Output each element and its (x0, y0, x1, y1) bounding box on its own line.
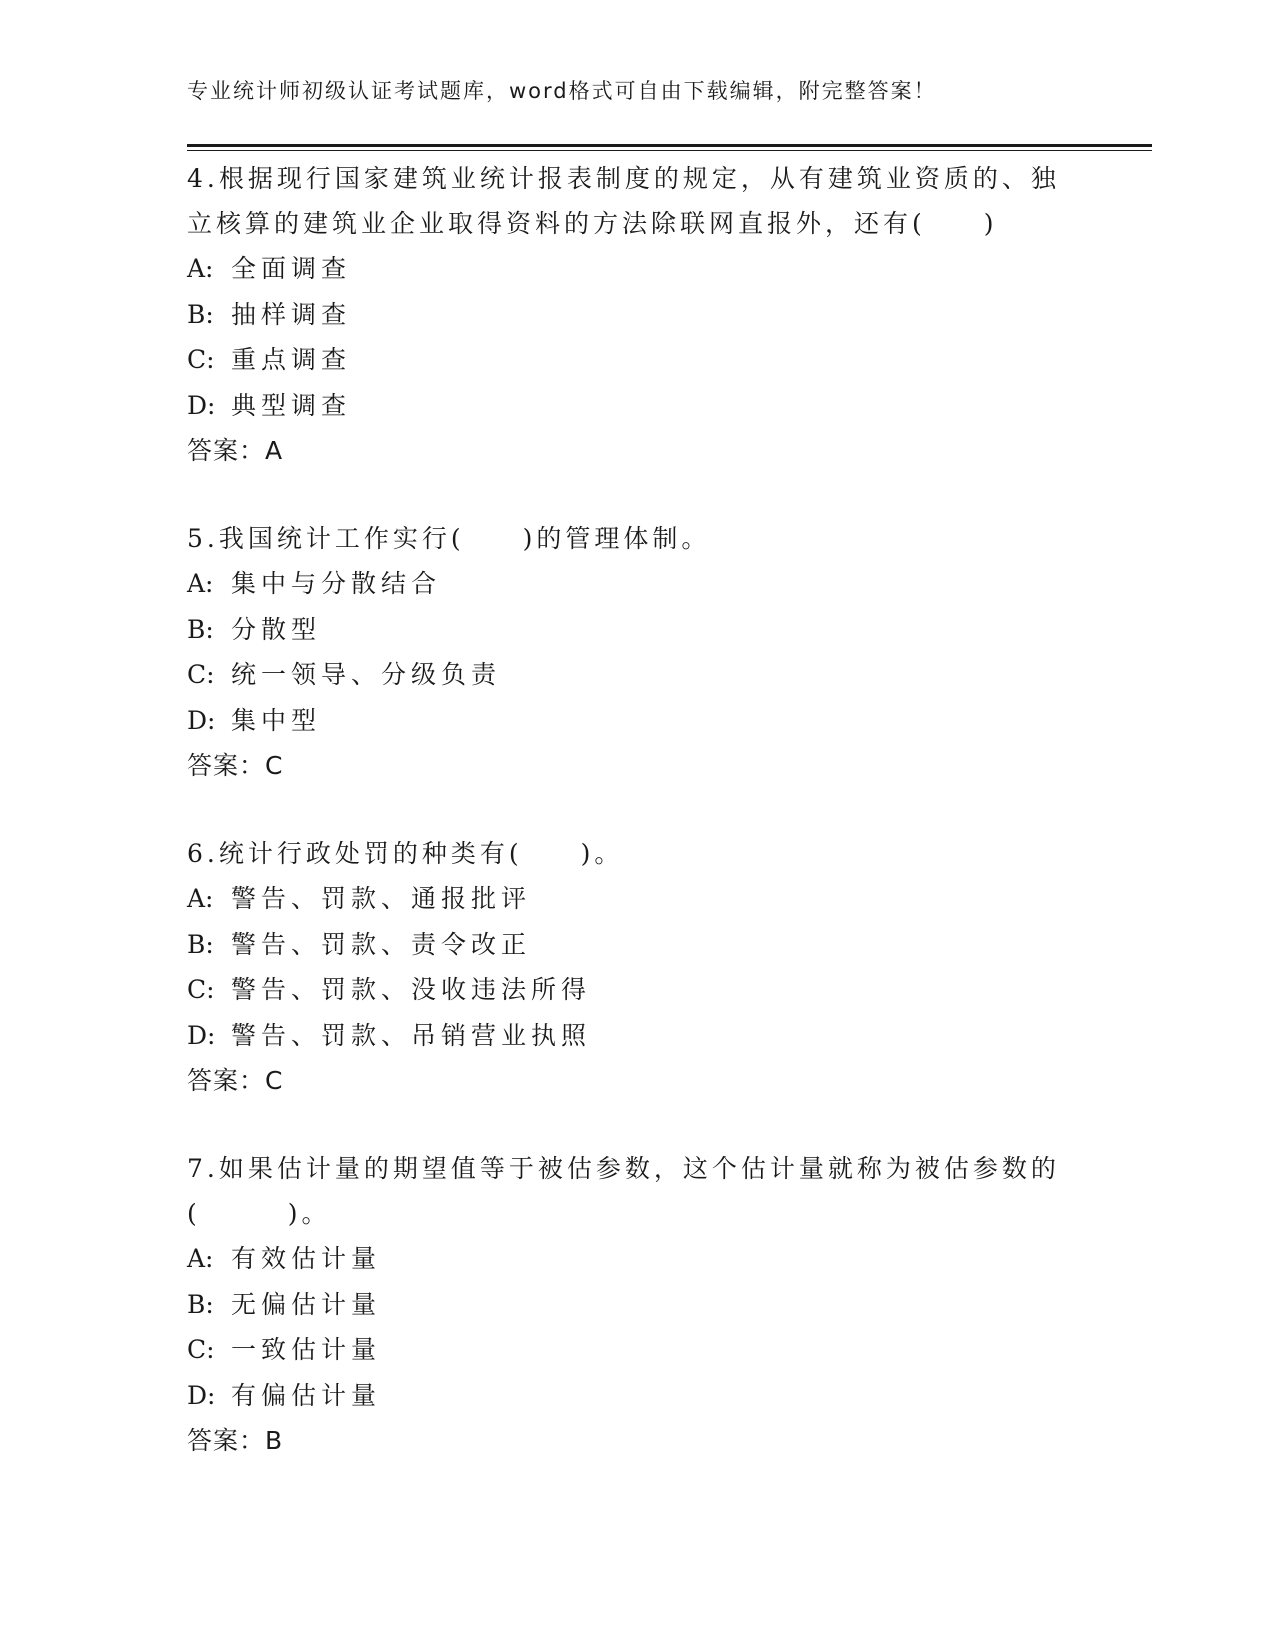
option-a (187, 246, 1087, 292)
option-text: 分散型 (231, 614, 322, 644)
option-c (187, 337, 1087, 383)
option-text: 警告、罚款、通报批评 (231, 884, 532, 913)
option-text: 有效估计量 (231, 1244, 382, 1273)
option-label: A: (187, 884, 214, 913)
question-5 (187, 516, 1087, 789)
question-6 (187, 831, 1087, 1104)
option-a (187, 876, 1087, 922)
option-text: 警告、罚款、吊销营业执照 (231, 1020, 592, 1050)
option-label: B: (187, 299, 214, 329)
option-label: D: (187, 705, 216, 735)
option-label: C: (187, 660, 215, 689)
option-text: 全面调查 (231, 254, 352, 283)
option-label: C: (187, 345, 215, 374)
option-c (187, 652, 1087, 698)
answer-text: 答案：C (187, 1066, 284, 1095)
answer-text: 答案：B (187, 1426, 284, 1455)
option-label: D: (187, 1380, 216, 1410)
question-7 (187, 1146, 1087, 1464)
option-d (187, 1013, 1087, 1059)
option-label: D: (187, 390, 216, 420)
option-text: 警告、罚款、没收违法所得 (231, 975, 592, 1004)
option-text: 无偏估计量 (231, 1289, 382, 1319)
question-text: 5.我国统计工作实行( )的管理体制。 (187, 524, 711, 553)
option-c (187, 1327, 1087, 1373)
question-text: 6.统计行政处罚的种类有( )。 (187, 839, 624, 868)
option-d (187, 698, 1087, 744)
option-b (187, 607, 1087, 653)
option-label: A: (187, 1244, 214, 1273)
option-text: 重点调查 (231, 345, 352, 374)
question-4 (187, 156, 1087, 474)
option-b (187, 922, 1087, 968)
option-label: C: (187, 975, 215, 1004)
option-label: A: (187, 254, 214, 283)
question-text: 4.根据现行国家建筑业统计报表制度的规定，从有建筑业资质的、独立核算的建筑业企业取得资料的方法除联网直报外，还有( ) (187, 164, 1060, 238)
option-b (187, 292, 1087, 338)
question-list (187, 156, 1087, 1506)
option-text: 抽样调查 (231, 299, 352, 329)
option-text: 统一领导、分级负责 (231, 660, 502, 689)
option-text: 有偏估计量 (231, 1380, 382, 1410)
option-label: B: (187, 929, 214, 959)
option-label: B: (187, 614, 214, 644)
option-d (187, 383, 1087, 429)
option-label: A: (187, 569, 214, 598)
option-label: D: (187, 1020, 216, 1050)
option-text: 集中与分散结合 (231, 569, 442, 598)
option-b (187, 1282, 1087, 1328)
option-label: B: (187, 1289, 214, 1319)
option-text: 集中型 (231, 705, 322, 735)
option-a (187, 561, 1087, 607)
question-text: 7.如果估计量的期望值等于被估参数，这个估计量就称为被估参数的( )。 (187, 1154, 1060, 1228)
option-a (187, 1236, 1087, 1282)
page-header: 专业统计师初级认证考试题库，word格式可自由下载编辑，附完整答案！ (187, 79, 937, 103)
option-text: 警告、罚款、责令改正 (231, 929, 532, 959)
option-text: 典型调查 (231, 390, 352, 420)
answer-text: 答案：C (187, 751, 284, 780)
option-text: 一致估计量 (231, 1335, 382, 1364)
header-divider (187, 144, 1152, 151)
answer-text: 答案：A (187, 436, 284, 465)
option-d (187, 1373, 1087, 1419)
option-label: C: (187, 1335, 215, 1364)
option-c (187, 967, 1087, 1013)
